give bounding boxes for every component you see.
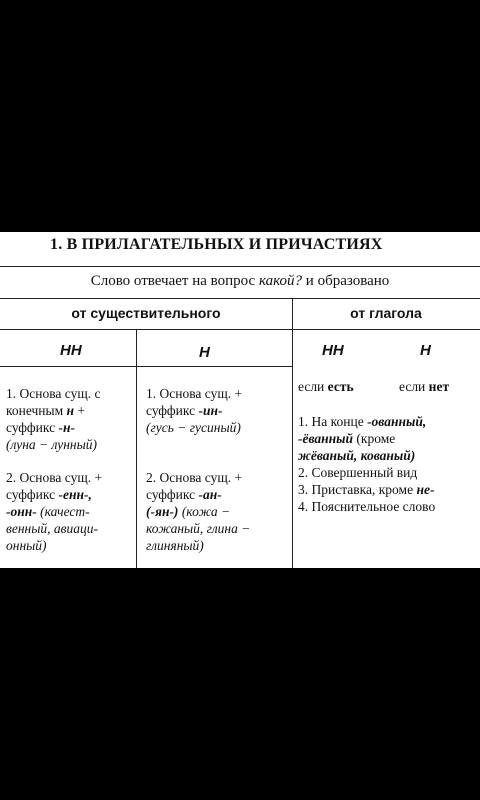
- header-from-verb: от глагола: [350, 305, 422, 321]
- rule-example: кожаный, глина −: [146, 521, 251, 536]
- rule-text-part: +: [74, 403, 86, 418]
- verb-conditions: [298, 378, 478, 395]
- condition-has: [298, 378, 399, 395]
- rule-example: онный): [6, 538, 47, 553]
- column-label-n-verb: Н: [420, 342, 431, 359]
- subtitle-question: какой?: [258, 273, 303, 289]
- rule-text: 1. Основа сущ. +: [146, 386, 243, 401]
- rule-text-part: конечным: [6, 403, 67, 418]
- divider: [0, 266, 480, 267]
- rule-text: 2. Основа сущ. +: [6, 470, 103, 485]
- subtitle: [0, 273, 480, 290]
- rule-n-noun-2: [146, 469, 288, 554]
- verb-rules-list: [298, 413, 478, 515]
- rule-text-part: 1. На конце: [298, 414, 368, 429]
- rule-text: [146, 402, 288, 419]
- rule-suffix: -ёванный: [298, 431, 354, 446]
- divider: [0, 298, 480, 299]
- rule-text-part: (кроме: [353, 431, 396, 446]
- verb-rule-1-cont: [298, 430, 478, 447]
- column-label-nn-noun: НН: [60, 342, 82, 359]
- rule-text: [6, 402, 134, 419]
- section-title: 1. В ПРИЛАГАТЕЛЬНЫХ И ПРИЧАСТИЯХ: [50, 236, 383, 253]
- rule-text-part: суффикс: [6, 487, 59, 502]
- rule-text: 1. Основа сущ. с: [6, 386, 101, 401]
- rule-suffix: (-ян-): [146, 504, 179, 519]
- subtitle-part2: и образовано: [302, 273, 390, 289]
- condition-not: [399, 378, 449, 395]
- rule-text: [146, 486, 288, 503]
- rule-nn-noun-1: [6, 385, 134, 453]
- verb-rule-2: 2. Совершенный вид: [298, 465, 418, 480]
- verb-rule-3: [298, 481, 478, 498]
- rule-text: [146, 503, 288, 520]
- rule-suffix: -ан-: [198, 487, 222, 502]
- column-divider: [136, 329, 137, 568]
- rule-suffix: -онн-: [6, 504, 37, 519]
- divider: [0, 329, 480, 330]
- column-label-nn-verb: НН: [322, 342, 344, 359]
- rule-text-part: 3. Приставка, кроме: [298, 482, 417, 497]
- condition-keyword: нет: [428, 379, 450, 394]
- condition-text: если: [298, 379, 328, 394]
- rule-example: (качест-: [36, 504, 90, 519]
- rule-example: жёваный, кованый): [298, 448, 416, 463]
- verb-rule-4: 4. Пояснительное слово: [298, 499, 436, 514]
- rule-text-part: суффикс: [146, 487, 199, 502]
- condition-keyword: есть: [327, 379, 354, 394]
- divider: [0, 366, 292, 367]
- subtitle-part1: Слово отвечает на вопрос: [90, 273, 259, 289]
- rule-text-part: суффикс: [146, 403, 199, 418]
- verb-rule-1: [298, 413, 478, 430]
- rule-suffix: -енн-,: [58, 487, 92, 502]
- condition-text: если: [399, 379, 429, 394]
- rule-suffix: -ованный,: [367, 414, 427, 429]
- column-divider: [292, 298, 293, 568]
- rule-n-noun-1: [146, 385, 288, 436]
- rule-text: [6, 503, 134, 520]
- rule-suffix: -ин-: [198, 403, 223, 418]
- rule-text: 2. Основа сущ. +: [146, 470, 243, 485]
- header-from-noun: от существительного: [71, 305, 221, 321]
- rule-text: [6, 486, 134, 503]
- rule-example: венный, авиаци-: [6, 521, 98, 536]
- rule-text: [6, 419, 134, 436]
- rule-suffix: -н-: [58, 420, 75, 435]
- rule-nn-noun-2: [6, 469, 134, 554]
- rule-example: (гусь − гусиный): [146, 420, 241, 435]
- rule-text-part: суффикс: [6, 420, 59, 435]
- rule-example: (луна − лунный): [6, 437, 97, 452]
- rule-suffix: н: [66, 403, 75, 418]
- rule-example: (кожа −: [178, 504, 231, 519]
- column-label-n-noun: Н: [199, 344, 210, 361]
- rules-table-sheet: [0, 232, 480, 568]
- rule-suffix: не-: [416, 482, 435, 497]
- rule-example: глиняный): [146, 538, 204, 553]
- verb-condition-row: [298, 378, 478, 395]
